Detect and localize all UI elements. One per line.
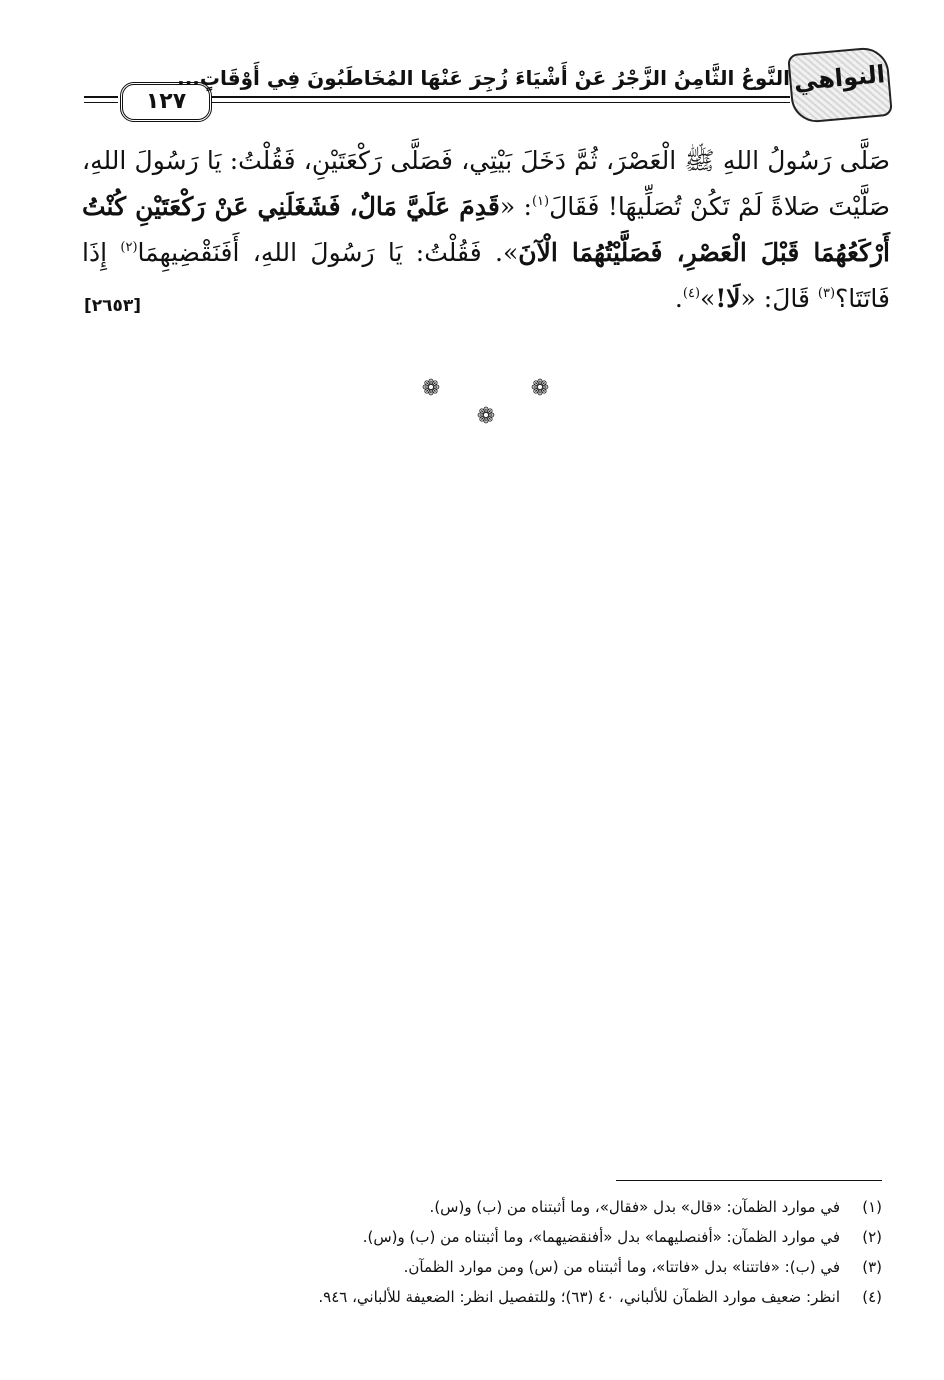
footnote-text: في (ب): «فاتتنا» بدل «فاتتا»، وما أثبتناه من (س) ومن موارد الظمآن. xyxy=(403,1258,840,1276)
header-rule-left-bottom xyxy=(84,102,118,103)
hadith-number: [٢٦٥٣] xyxy=(84,296,142,316)
footnote-number: (٣) xyxy=(862,1258,882,1276)
text-segment: صَلَّى رَسُولُ اللهِ ﷺ الْعَصْرَ، ثُمَّ دَخَلَ بَيْتِي، فَصَلَّى رَكْعَتَيْنِ، فَقُلْتُ: يَا رَسُولَ اللهِ، صَلَّيْتَ صَلاةً لَمْ تَكُنْ تُصَلِّيهَا! فَقَالَ xyxy=(82,146,890,221)
series-logo xyxy=(787,46,893,124)
hadith-text xyxy=(82,138,890,322)
footnotes xyxy=(150,1192,882,1312)
footnote-separator xyxy=(616,1180,882,1181)
prophet-quote: قَدِمَ عَلَيَّ مَالٌ، فَشَغَلَنِي عَنْ رَكْعَتَيْنِ كُنْتُ أَرْكَعُهُمَا قَبْلَ الْعَصْرِ، فَصَلَّيْتُهُمَا الْآنَ xyxy=(82,192,890,267)
footnote-text: في موارد الظمآن: «قال» بدل «فقال»، وما أثبتناه من (ب) و(س). xyxy=(429,1198,840,1216)
prophet-answer: لَا! xyxy=(715,284,741,313)
text-segment: . xyxy=(674,284,683,313)
text-segment: » xyxy=(700,284,716,313)
ornament-icon: ❁ xyxy=(421,376,441,401)
footnote-ref-3[interactable]: (٣) xyxy=(817,286,836,301)
footnote-ref-4[interactable]: (٤) xyxy=(682,286,701,301)
page-header xyxy=(84,46,890,124)
header-rule-bottom xyxy=(212,102,790,103)
text-segment: قَالَ: « xyxy=(740,284,818,313)
logo-text: النواهي xyxy=(792,60,887,96)
footnote-2 xyxy=(150,1222,882,1252)
ornament-icon: ❁ xyxy=(476,404,496,429)
footnote-number: (٢) xyxy=(862,1228,882,1246)
footnote-number: (١) xyxy=(862,1198,882,1216)
footnote-number: (٤) xyxy=(862,1288,882,1306)
page-number: ١٢٧ xyxy=(120,82,212,122)
footnote-ref-2[interactable]: (٢) xyxy=(120,240,138,255)
footnote-text: انظر: ضعيف موارد الظمآن للألباني، ٤٠ (٦٣)؛ وللتفصيل انظر: الضعيفة للألباني، ٩٤٦. xyxy=(318,1288,840,1306)
footnote-1 xyxy=(150,1192,882,1222)
footnote-3 xyxy=(150,1252,882,1282)
footnote-text: في موارد الظمآن: «أفنصليهما» بدل «أفنقضيهما»، وما أثبتناه من (ب) و(س). xyxy=(362,1228,840,1246)
footnote-4 xyxy=(150,1282,882,1312)
header-rule-left-top xyxy=(84,96,118,98)
running-title: النَّوعُ الثَّامِنُ الزَّجْرُ عَنْ أَشْيَاءَ زُجِرَ عَنْهَا المُخَاطَبُونَ فِي أَوْقَاتٍ... xyxy=(177,66,790,90)
text-segment: ». فَقُلْتُ: يَا رَسُولَ اللهِ، أَفَنَقْضِيهِمَا xyxy=(137,238,519,267)
header-rule-top xyxy=(212,96,790,98)
text-segment: : « xyxy=(499,192,532,221)
footnote-ref-1[interactable]: (١) xyxy=(531,194,550,209)
ornament-icon: ❁ xyxy=(530,376,550,401)
text-segment: إِذَا فَاتَتَا؟ xyxy=(82,238,890,313)
